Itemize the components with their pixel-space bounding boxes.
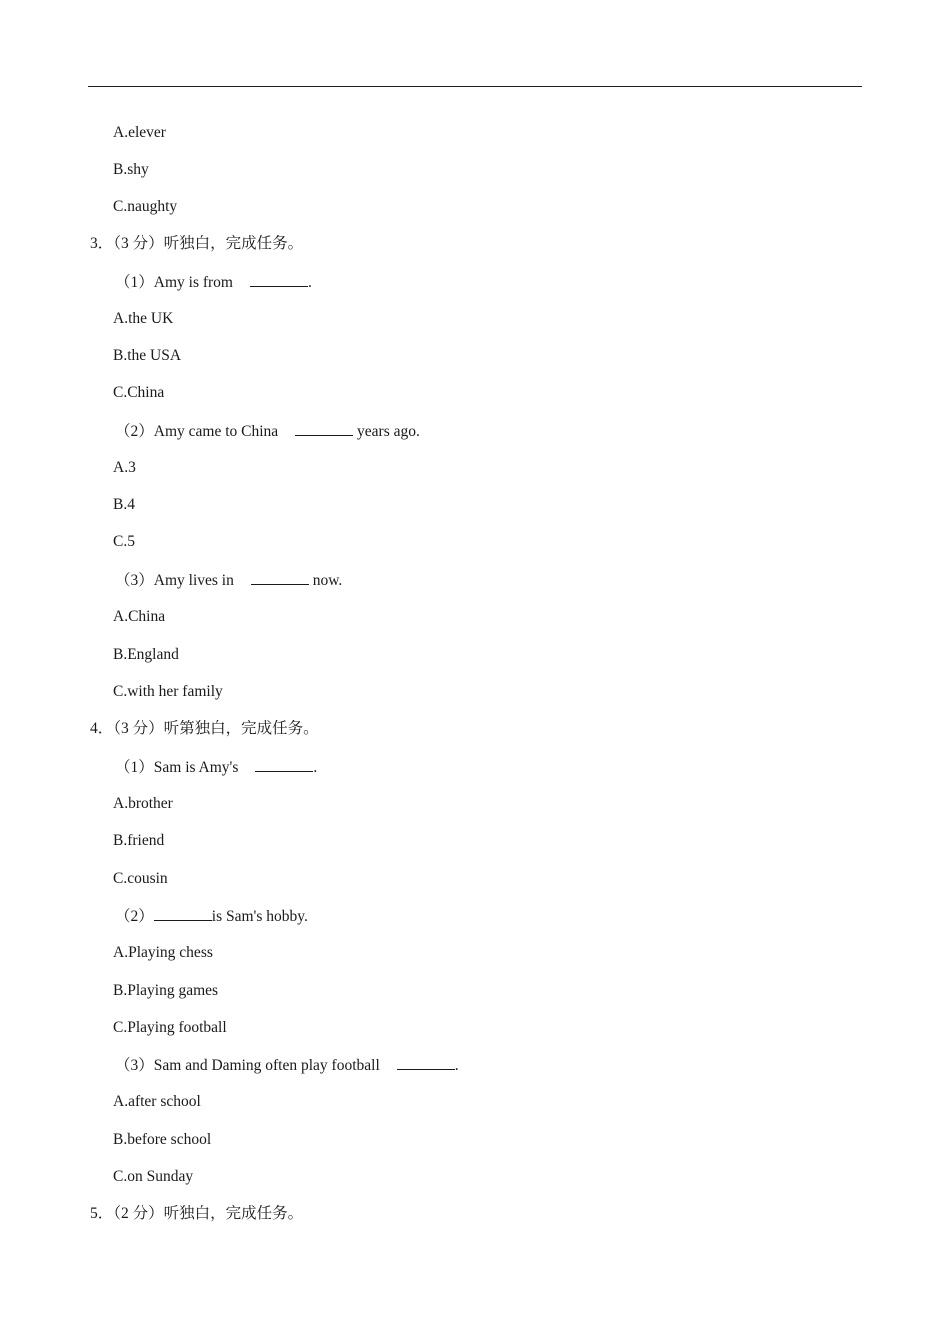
question-stem: 4．（3 分）听第独白，完成任务。 xyxy=(90,720,319,737)
option: B.the USA xyxy=(113,347,182,364)
sub-question-text: Amy is from xyxy=(153,274,233,291)
answer-blank xyxy=(250,272,308,287)
sub-question xyxy=(115,570,342,591)
option: C.Playing football xyxy=(113,1019,227,1036)
option: C.naughty xyxy=(113,198,178,215)
sub-question-number: （2） xyxy=(115,908,154,925)
header-rule xyxy=(88,86,862,87)
option: B.friend xyxy=(113,832,165,849)
option: A.after school xyxy=(113,1093,201,1110)
sub-question-number: （1） xyxy=(115,759,154,776)
sub-question-text: . xyxy=(454,1057,459,1074)
sub-question-text: Sam and Daming often play football xyxy=(153,1057,380,1074)
option: A.China xyxy=(113,608,166,625)
sub-question-number: （3） xyxy=(115,1057,154,1074)
sub-question-text: is Sam's hobby. xyxy=(211,908,308,925)
option: B.Playing games xyxy=(113,982,219,999)
option: C.on Sunday xyxy=(113,1168,194,1185)
option: B.England xyxy=(113,646,179,663)
sub-question xyxy=(115,272,312,293)
answer-blank xyxy=(295,421,353,436)
sub-question xyxy=(115,1055,459,1076)
option: A.3 xyxy=(113,459,136,476)
option: A.Playing chess xyxy=(113,944,213,961)
sub-question-text: Amy came to China xyxy=(153,423,279,440)
option: B.shy xyxy=(113,161,149,178)
sub-question-text: . xyxy=(307,274,312,291)
option: A.elever xyxy=(113,124,166,141)
question-stem: 3．（3 分）听独白，完成任务。 xyxy=(90,235,304,252)
sub-question-number: （1） xyxy=(115,274,154,291)
sub-question-text: Amy lives in xyxy=(153,572,234,589)
sub-question xyxy=(115,421,420,442)
answer-blank xyxy=(154,906,212,921)
sub-question-text: . xyxy=(313,759,318,776)
answer-blank xyxy=(251,570,309,585)
option: C.5 xyxy=(113,533,135,550)
sub-question xyxy=(115,906,308,927)
option: A.the UK xyxy=(113,310,174,327)
answer-blank xyxy=(397,1055,455,1070)
question-stem: 5．（2 分）听独白，完成任务。 xyxy=(90,1205,304,1222)
sub-question xyxy=(115,757,317,778)
option: B.4 xyxy=(113,496,135,513)
option: C.with her family xyxy=(113,683,223,700)
option: B.before school xyxy=(113,1131,212,1148)
sub-question-text: years ago. xyxy=(353,423,420,440)
option: C.cousin xyxy=(113,870,168,887)
sub-question-number: （3） xyxy=(115,572,154,589)
option: C.China xyxy=(113,384,165,401)
answer-blank xyxy=(255,757,313,772)
option: A.brother xyxy=(113,795,173,812)
sub-question-text: now. xyxy=(308,572,343,589)
sub-question-text: Sam is Amy's xyxy=(153,759,239,776)
sub-question-number: （2） xyxy=(115,423,154,440)
